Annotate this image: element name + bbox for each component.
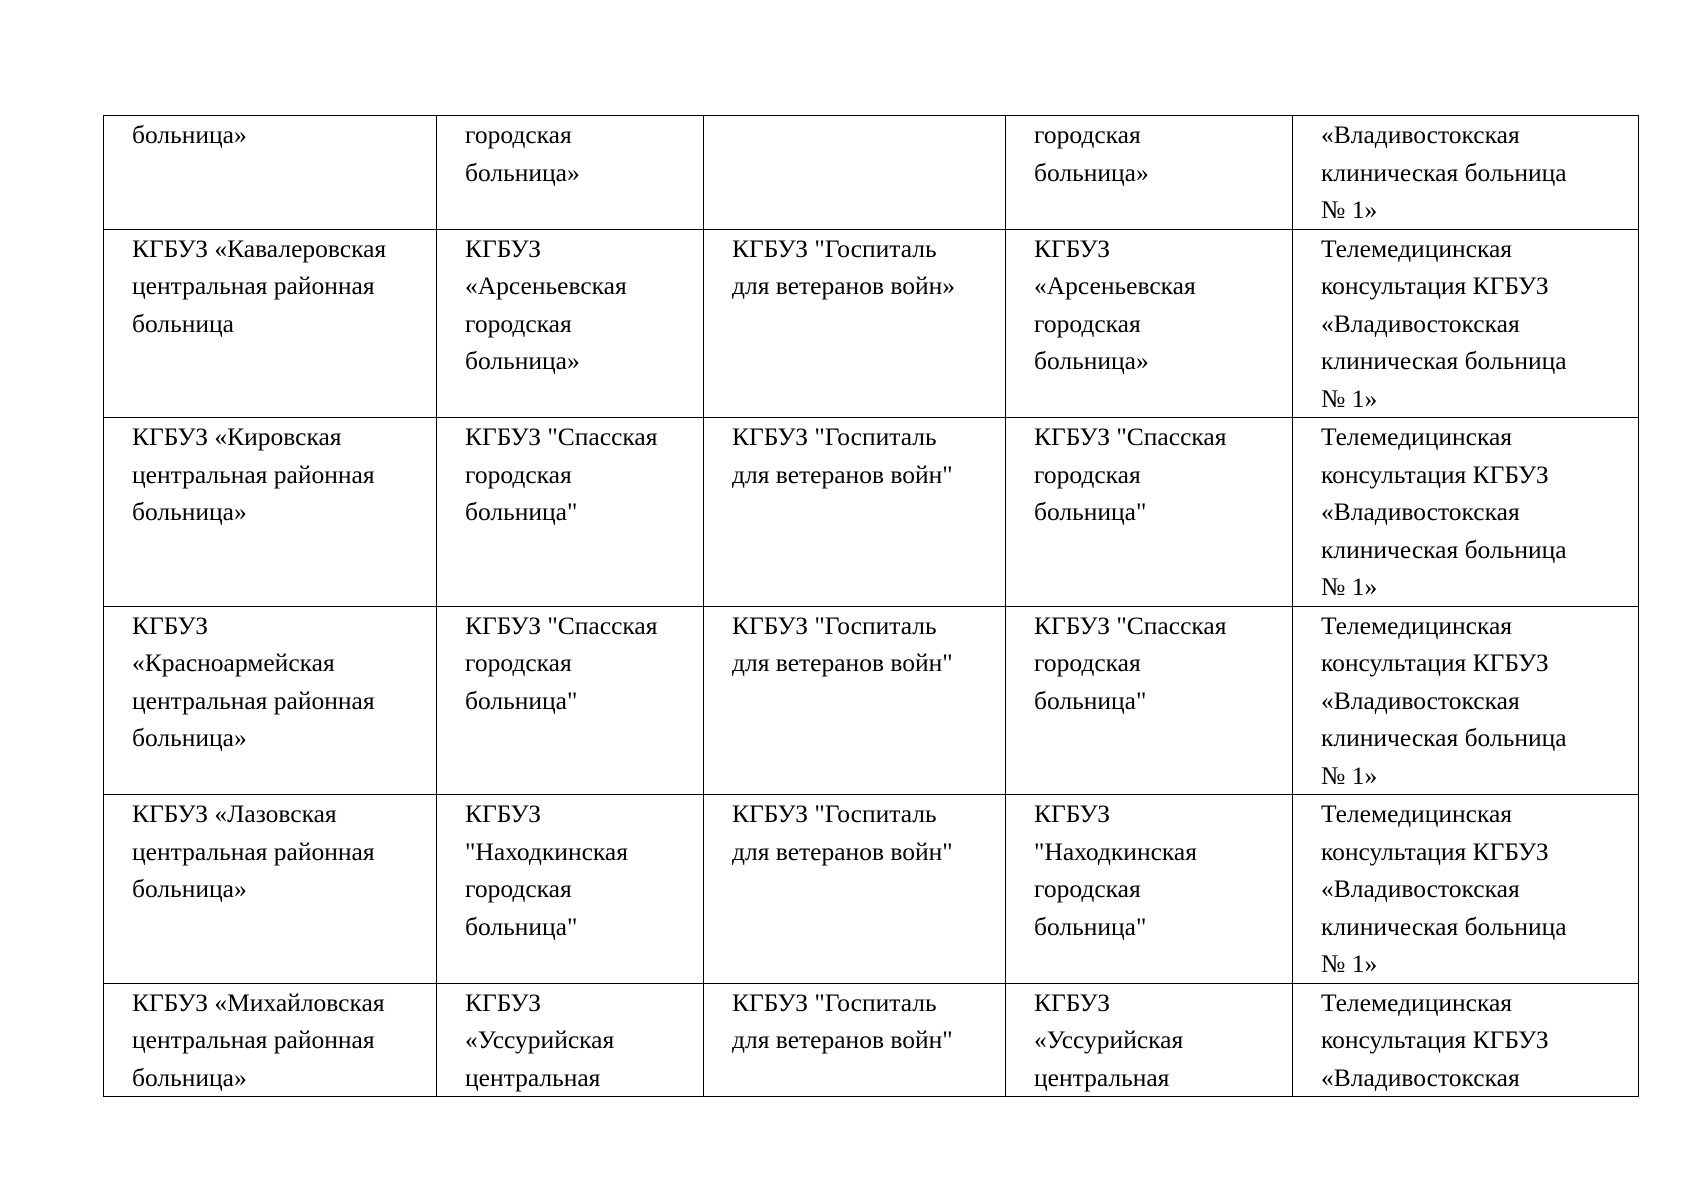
table-row [104, 116, 1639, 230]
table-cell-first-level-hospital: КГБУЗ "Спасская городская больница" [437, 606, 704, 795]
table-cell-district-hospital: КГБУЗ «Кировская центральная районная больница» [104, 418, 437, 607]
table-cell-first-level-hospital: КГБУЗ «Уссурийская центральная [437, 983, 704, 1097]
table-cell-telemedicine: Телемедицинская консультация КГБУЗ «Владивостокская клиническая больница № 1» [1293, 418, 1639, 607]
table-cell-telemedicine: Телемедицинская консультация КГБУЗ «Владивостокская клиническая больница № 1» [1293, 795, 1639, 984]
table-row [104, 229, 1639, 418]
table-cell-second-level-hospital: КГБУЗ «Арсеньевская городская больница» [1006, 229, 1293, 418]
table-cell-second-level-hospital: КГБУЗ "Спасская городская больница" [1006, 418, 1293, 607]
table-cell-second-level-hospital: КГБУЗ "Находкинская городская больница" [1006, 795, 1293, 984]
table-cell-first-level-hospital: городская больница» [437, 116, 704, 230]
table-row [104, 795, 1639, 984]
table-cell-veterans-hospital: КГБУЗ "Госпиталь для ветеранов войн" [704, 418, 1006, 607]
table-row [104, 418, 1639, 607]
table-cell-telemedicine: Телемедицинская консультация КГБУЗ «Владивостокская клиническая больница № 1» [1293, 606, 1639, 795]
table-cell-telemedicine: «Владивостокская клиническая больница № 1» [1293, 116, 1639, 230]
table-cell-district-hospital: КГБУЗ «Красноармейская центральная районная больница» [104, 606, 437, 795]
table-cell-veterans-hospital [704, 116, 1006, 230]
table-cell-veterans-hospital: КГБУЗ "Госпиталь для ветеранов войн" [704, 983, 1006, 1097]
table-row [104, 606, 1639, 795]
table-cell-second-level-hospital: КГБУЗ "Спасская городская больница" [1006, 606, 1293, 795]
table-cell-second-level-hospital: КГБУЗ «Уссурийская центральная [1006, 983, 1293, 1097]
table-cell-veterans-hospital: КГБУЗ "Госпиталь для ветеранов войн" [704, 795, 1006, 984]
table-cell-telemedicine: Телемедицинская консультация КГБУЗ «Владивостокская [1293, 983, 1639, 1097]
table-cell-district-hospital: КГБУЗ «Кавалеровская центральная районная больница [104, 229, 437, 418]
table-row [104, 983, 1639, 1097]
table-cell-veterans-hospital: КГБУЗ "Госпиталь для ветеранов войн" [704, 606, 1006, 795]
table-cell-first-level-hospital: КГБУЗ "Находкинская городская больница" [437, 795, 704, 984]
table-cell-district-hospital: КГБУЗ «Лазовская центральная районная больница» [104, 795, 437, 984]
table-cell-district-hospital: КГБУЗ «Михайловская центральная районная больница» [104, 983, 437, 1097]
table-cell-telemedicine: Телемедицинская консультация КГБУЗ «Владивостокская клиническая больница № 1» [1293, 229, 1639, 418]
table-cell-veterans-hospital: КГБУЗ "Госпиталь для ветеранов войн» [704, 229, 1006, 418]
table-cell-first-level-hospital: КГБУЗ «Арсеньевская городская больница» [437, 229, 704, 418]
table-cell-second-level-hospital: городская больница» [1006, 116, 1293, 230]
table-cell-district-hospital: больница» [104, 116, 437, 230]
table-cell-first-level-hospital: КГБУЗ "Спасская городская больница" [437, 418, 704, 607]
hospital-routing-table [103, 115, 1639, 1097]
